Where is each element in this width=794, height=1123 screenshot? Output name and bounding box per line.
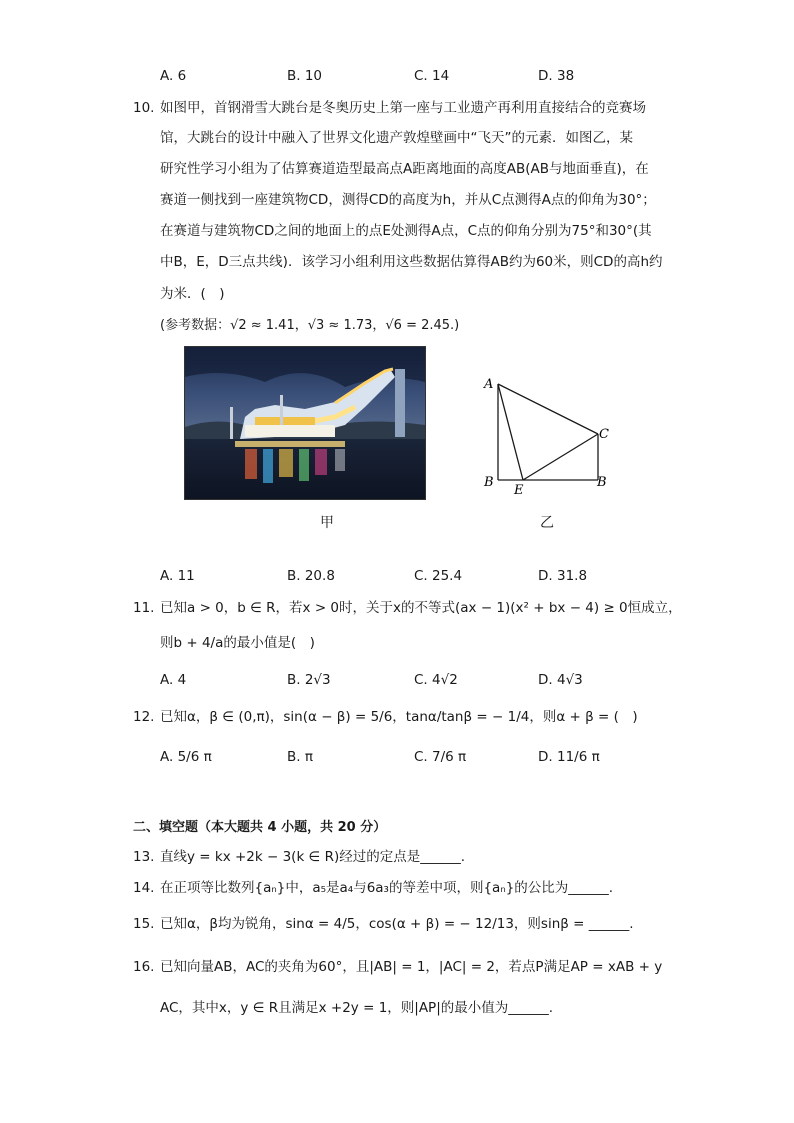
caption-jia: 甲: [320, 515, 334, 531]
q12-option-d: D. 11/6 π: [538, 749, 600, 765]
ski-jump-photo: [184, 346, 426, 500]
q14-text: 在正项等比数列{aₙ}中，a₅是a₄与6a₃的等差中项，则{aₙ}的公比为______.: [160, 880, 614, 896]
label-b-left: B: [484, 475, 494, 490]
label-c: C: [599, 427, 609, 442]
q10-option-a: A. 11: [160, 568, 195, 584]
q13-number: 13.: [133, 849, 155, 865]
label-a: A: [484, 377, 494, 392]
q10-line-2: 馆，大跳台的设计中融入了世界文化遗产敦煌壁画中“飞天”的元素．如图乙，某: [160, 130, 633, 146]
q10-number: 10.: [133, 100, 155, 116]
q10-line-7: 为米．( ): [160, 286, 225, 302]
q9-option-c: C. 14: [414, 68, 450, 84]
q13-text: 直线y = kx +2k − 3(k ∈ R)经过的定点是______.: [160, 849, 466, 865]
q12-option-c: C. 7/6 π: [414, 749, 467, 765]
q12-option-a: A. 5/6 π: [160, 749, 212, 765]
q15-text: 已知α，β均为锐角，sinα = 4/5，cos(α + β) = − 12/13，则sinβ = ______.: [160, 916, 634, 932]
label-b-right: B: [597, 475, 607, 490]
q10-option-d: D. 31.8: [538, 568, 588, 584]
q11-option-b: B. 2√3: [287, 672, 331, 688]
q12-option-b: B. π: [287, 749, 313, 765]
q11-option-a: A. 4: [160, 672, 187, 688]
q10-line-1: 如图甲，首钢滑雪大跳台是冬奥历史上第一座与工业遗产再利用直接结合的竞赛场: [160, 100, 646, 116]
q16-line-1: 已知向量AB，AC的夹角为60°，且|AB| = 1，|AC| = 2，若点P满足AP = xAB + y: [160, 959, 663, 975]
q10-option-b: B. 20.8: [287, 568, 335, 584]
q10-reference-data: (参考数据：√2 ≈ 1.41，√3 ≈ 1.73，√6 = 2.45.): [160, 318, 460, 333]
q14-number: 14.: [133, 880, 155, 896]
q12-line-1: 已知α，β ∈ (0,π)，sin(α − β) = 5/6，tanα/tanβ = − 1/4，则α + β = ( ): [160, 709, 638, 725]
q11-number: 11.: [133, 600, 155, 616]
q10-line-6: 中B，E，D三点共线)．该学习小组利用这些数据估算得AB约为60米，则CD的高h约: [160, 254, 663, 270]
q10-line-3: 研究性学习小组为了估算赛道造型最高点A距离地面的高度AB(AB与地面垂直)，在: [160, 161, 649, 177]
triangle-diagram: [470, 370, 620, 500]
q11-line-2: 则b + 4/a的最小值是( ): [160, 635, 315, 651]
q16-line-2: AC，其中x，y ∈ R且满足x +2y = 1，则|AP|的最小值为______.: [160, 1000, 554, 1016]
q12-number: 12.: [133, 709, 155, 725]
q11-option-d: D. 4√3: [538, 672, 583, 688]
section-title: 二、填空题（本大题共 4 小题，共 20 分）: [133, 820, 387, 835]
q9-option-a: A. 6: [160, 68, 187, 84]
q15-number: 15.: [133, 916, 155, 932]
label-e: E: [514, 483, 524, 498]
q9-option-d: D. 38: [538, 68, 575, 84]
q10-option-c: C. 25.4: [414, 568, 463, 584]
q9-option-b: B. 10: [287, 68, 323, 84]
q10-line-5: 在赛道与建筑物CD之间的地面上的点E处测得A点，C点的仰角分别为75°和30°(其: [160, 223, 652, 239]
q16-number: 16.: [133, 959, 155, 975]
q11-option-c: C. 4√2: [414, 672, 458, 688]
caption-yi: 乙: [540, 515, 554, 531]
q10-line-4: 赛道一侧找到一座建筑物CD，测得CD的高度为h，并从C点测得A点的仰角为30°；: [160, 192, 656, 208]
q11-line-1: 已知a > 0，b ∈ R，若x > 0时，关于x的不等式(ax − 1)(x² + bx − 4) ≥ 0恒成立，: [160, 600, 682, 616]
